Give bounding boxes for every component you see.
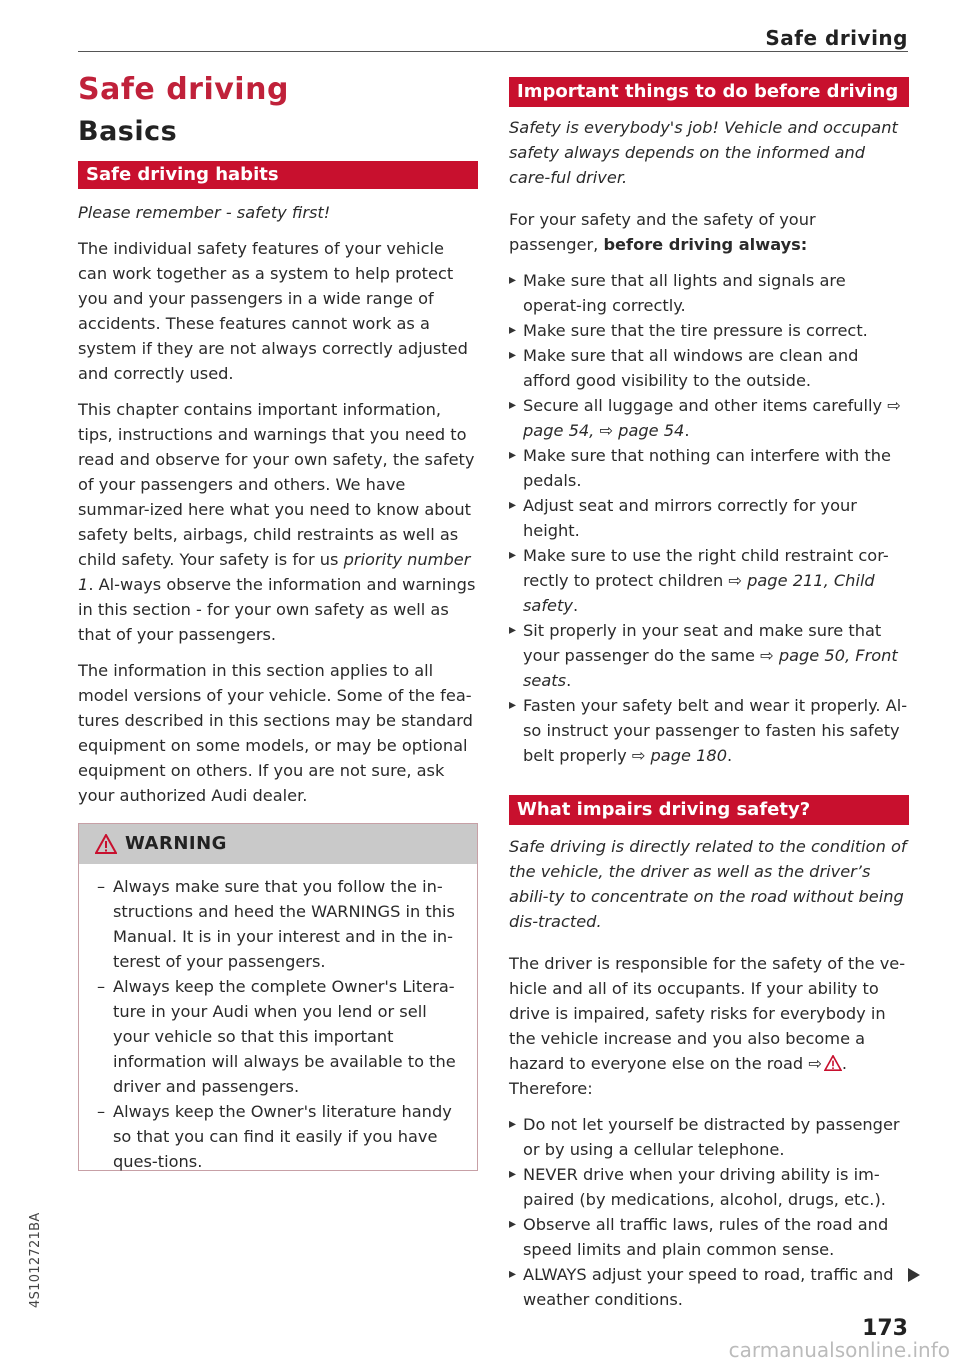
list-item [509,618,909,693]
right-column-text-top [509,115,909,768]
left-column-text [78,200,478,819]
watermark: carmanualsonline.info [728,1338,950,1362]
warning-header [79,824,477,864]
list-item: ▸ Make sure that the tire pressure is correct. [509,318,909,343]
text-run: The driver is responsible for the safety of the ve-hicle and all of its occupants. If your ability to drive is impaired, safety risks for everybody in the vehicle increase and you also become a hazard to everyone else on the road [509,954,906,1073]
paragraph [78,397,478,647]
subsection-bar-before-driving: Important things to do before driving [509,77,909,107]
continue-arrow-icon [908,1268,920,1282]
list-item: ▸ Make sure that all windows are clean and afford good visibility to the outside. [509,343,909,393]
text-run: Sit properly in your seat and make sure that your passenger do the same [523,621,882,665]
list-item: – Always keep the complete Owner's Litera-ture in your Audi when you lend or sell your vehicle so that this important information will always be available to the driver and passengers. [97,974,459,1099]
intro-text: Safe driving is directly related to the condition of the vehicle, the driver as well as the driver’s abili-ty to concentrate on the road without being dis-tracted. [509,837,907,931]
text-run: . [572,596,579,615]
page-reference-link[interactable]: ⇨ page 54, ⇨ page 54 [523,396,901,440]
paragraph [509,207,909,257]
text-run: . [727,746,733,765]
intro-text: Please remember - safety first! [78,203,331,222]
list-item: ▸ Make sure that all lights and signals are operat-ing correctly. [509,268,909,318]
emphasis-text: priority number 1 [78,550,471,594]
warning-box [78,823,478,1171]
paragraph: The information in this section applies to all model versions of your vehicle. Some of the fea-tures described in this sections may be standard equipment on some models, or may be optional equipment on others. If you are not sure, ask your authorized Audi dealer. [78,661,473,805]
warning-triangle-icon [824,1055,842,1071]
checklist [509,1112,909,1312]
checklist [509,268,909,768]
warning-triangle-icon [95,834,117,854]
list-item: ▸ Observe all traffic laws, rules of the road and speed limits and plain common sense. [509,1212,909,1262]
paragraph: The individual safety features of your vehicle can work together as a system to help protect you and your passengers in a wide range of accidents. These features cannot work as a system if they are not always correctly adjusted and correctly used. [78,239,468,383]
list-item: ▸ Adjust seat and mirrors correctly for your height. [509,493,909,543]
intro-text: Safety is everybody's job! Vehicle and occupant safety always depends on the informed and care-ful driver. [509,118,898,187]
list-item: ▸ Do not let yourself be distracted by passenger or by using a cellular telephone. [509,1112,909,1162]
list-item: ▸ Make sure that nothing can interfere with the pedals. [509,443,909,493]
text-run: . [684,421,690,440]
subsection-bar-safe-driving-habits: Safe driving habits [78,161,478,189]
list-item [509,543,909,618]
page-reference-link[interactable]: ⇨ page 211, Child safety [523,571,875,615]
right-column-text-bottom [509,834,909,1312]
running-header: Safe driving [765,26,908,50]
document-code [28,1180,48,1310]
text-run: Secure all luggage and other items carefully [523,396,888,415]
list-item [509,693,909,768]
list-item: – Always make sure that you follow the in-structions and heed the WARNINGS in this Manual. It is in your interest and in the in-terest of your passengers. [97,874,459,974]
warning-reference-link[interactable]: ⇨ [808,1054,822,1073]
list-item: ▸ NEVER drive when your driving ability is im-paired (by medications, alcohol, drugs, etc.). [509,1162,909,1212]
list-item: – Always keep the Owner's literature handy so that you can find it easily if you have ques-tions. [97,1099,459,1174]
paragraph [509,951,909,1101]
text-run: This chapter contains important information, tips, instructions and warnings that you need to read and observe for your own safety, the safety of your passengers and others. We have summar-ized here what you need to know about safety belts, airbags, child restraints as well as child safety. Your safety is for us [78,400,475,569]
warning-title: WARNING [125,833,227,854]
page-number: 173 [862,1316,908,1341]
text-run: Make sure to use the right child restraint cor-rectly to protect children [523,546,889,590]
warning-list [79,864,477,1174]
chapter-title: Safe driving [78,72,289,107]
header-rule [78,51,908,52]
list-item [509,393,909,443]
subsection-bar-impairs-safety: What impairs driving safety? [509,795,909,825]
document-code-text: 4S1012721BA [28,1212,43,1308]
page-reference-link[interactable]: ⇨ page 180 [631,746,728,765]
text-run: . [566,671,572,690]
text-run: For your safety and the safety of your passenger, [509,210,816,254]
list-item: ▸ ALWAYS adjust your speed to road, traffic and weather conditions. [509,1262,909,1312]
bold-text: before driving always: [603,235,808,254]
section-title: Basics [78,116,178,147]
text-run: Fasten your safety belt and wear it properly. Al-so instruct your passenger to fasten his safety belt properly [523,696,908,765]
text-run: . Al-ways observe the information and warnings in this section - for your own safety as well as that of your passengers. [78,575,476,644]
text-run: . Therefore: [509,1054,848,1098]
page-reference-link[interactable]: ⇨ page 50, Front seats [523,646,898,690]
